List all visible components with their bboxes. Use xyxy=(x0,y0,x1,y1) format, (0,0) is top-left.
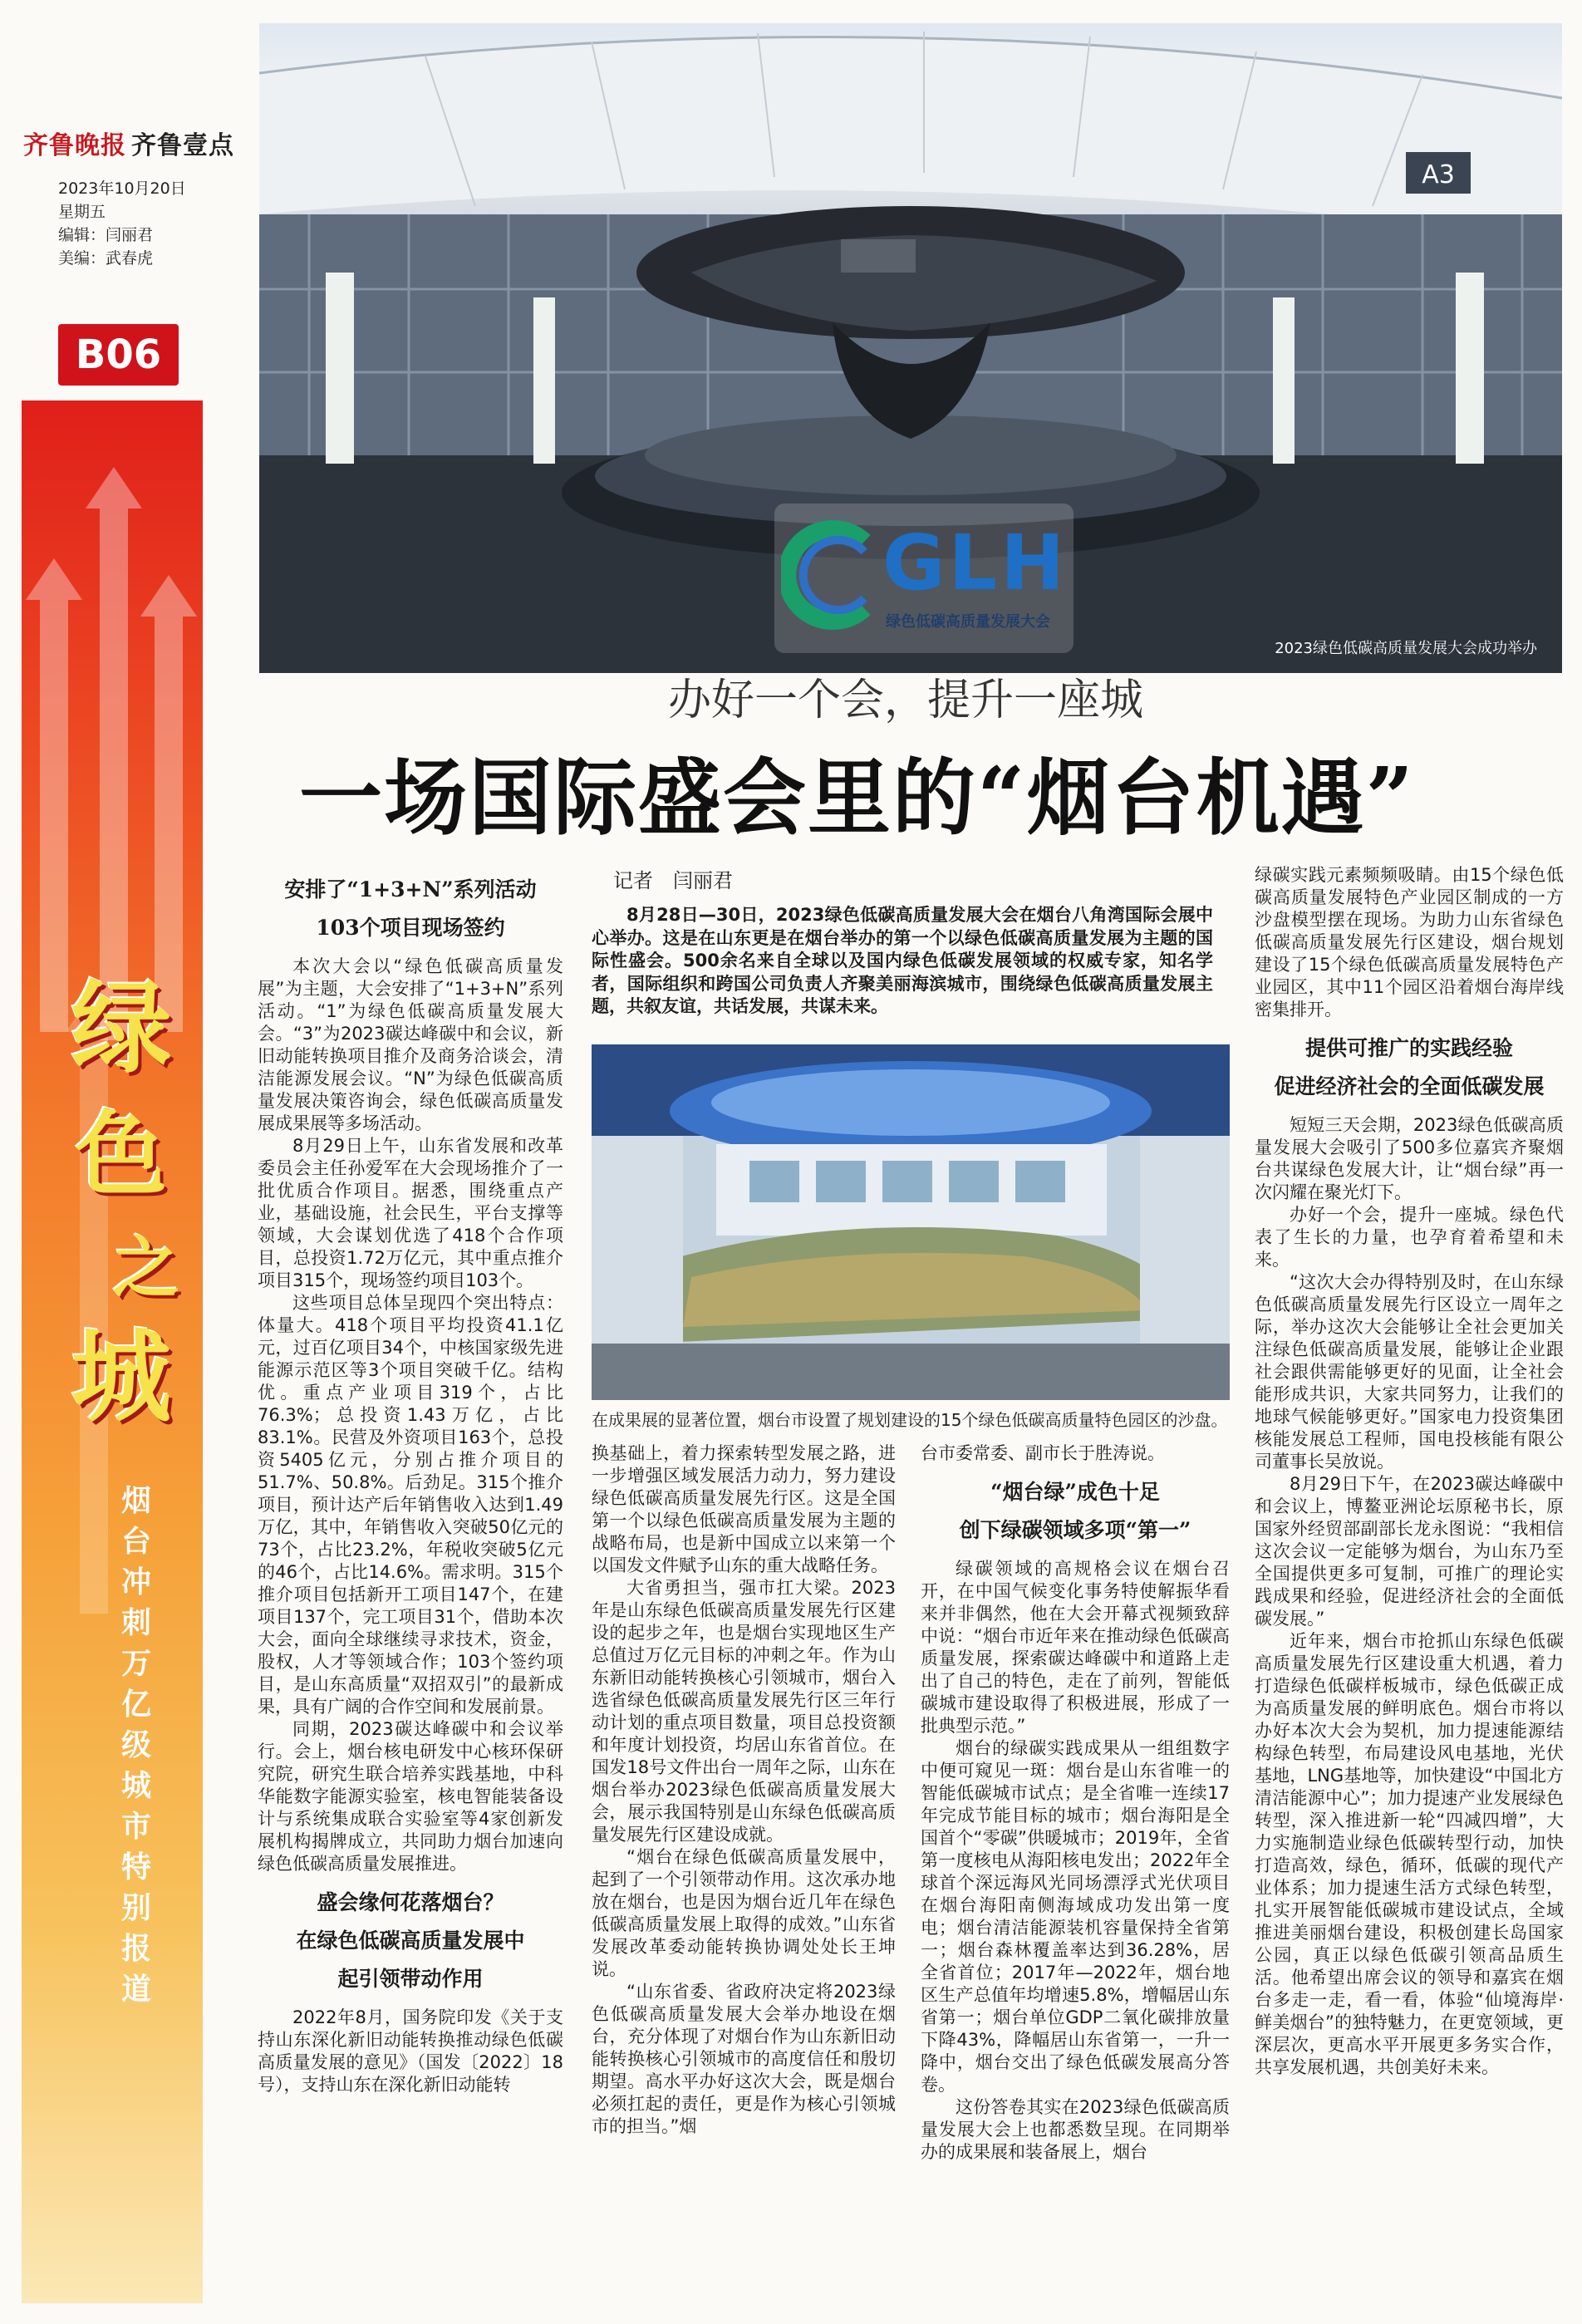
paragraph: 这些项目总体呈现四个突出特点：体量大。418个项目平均投资41.1亿元，过百亿项目34个，中核国家级先进能源示范区等3个项目突破千亿。结构优。重点产业项目319个，占比76.3%；总投资1.43万亿，占比83.1%。民营及外资项目163个，总投资5405亿元，分别占推介项目的51.7%、50.8%。后劲足。315个推介项目，预计达产后年销售收入达到1.49万亿，其中，年销售收入突破50亿元的73个，占比23.2%，年税收突破5亿元的46个，占比14.6%。需求明。315个推介项目包括新开工项目147个，在建项目137个，完工项目31个，借助本次大会，面向全球继续寻求技术，资金，股权，人才等领域合作；103个签约项目，是山东高质量“双招双引”的最新成果，具有广阔的合作空间和发展前景。 xyxy=(258,1293,563,1717)
banner-char-4: 城 xyxy=(71,1319,171,1436)
hero-photo xyxy=(259,23,1562,673)
paragraph: “这次大会办得特别及时，在山东绿色低碳高质量发展先行区设立一周年之际，举办这次大会能够让全社会更加关注绿色低碳高质量发展，能够让企业跟社会跟供需能够更好的见面，让全社会能形成共识，大家共同努力，让我们的地球气候能够更好。”国家电力投资集团核能发展总工程师，国电投核能有限公司董事长吴放说。 xyxy=(1255,1272,1564,1472)
subhead-4-line-2: 促进经济社会的全面低碳发展 xyxy=(1274,1074,1545,1098)
paragraph: 大省勇担当，强市扛大梁。2023年是山东绿色低碳高质量发展先行区建设的起步之年，也是烟台实现地区生产总值过万亿元目标的冲刺之年。作为山东新旧动能转换核心引领城市，烟台入选省绿色低碳高质量发展先行区三年行动计划的重点项目数量，项目总投资额和年度计划投资，均居山东省首位。在国发18号文件出台一周年之际，山东在烟台举办2023绿色低碳高质量发展大会，展示我国特别是山东绿色低碳高质量发展先行区建设成就。 xyxy=(592,1578,896,1845)
subhead-2-line-1: 盛会缘何花落烟台？ xyxy=(317,1890,504,1914)
designer-credit: 美编：武春虎 xyxy=(58,249,154,268)
issue-date: 2023年10月20日 xyxy=(58,179,186,198)
paragraph: 8月29日上午，山东省发展和改革委员会主任孙爱军在大会现场推介了一批优质合作项目。据悉，围绕重点产业，基础设施，社会民生，平台支撑等领域，大会谋划优选了418个合作项目，总投资1.72万亿元，其中重点推介项目315个，现场签约项目103个。 xyxy=(258,1136,563,1290)
hero-caption: 2023绿色低碳高质量发展大会成功举办 xyxy=(1275,640,1537,657)
paragraph: 换基础上，着力探索转型发展之路，进一步增强区域发展活力动力，努力建设绿色低碳高质量发展先行区。这是全国第一个以绿色低碳高质量发展为主题的战略布局，也是新中国成立以来第一个以国发文件赋予山东的重大战略任务。 xyxy=(592,1443,896,1575)
paragraph: 绿碳实践元素频频吸睛。由15个绿色低碳高质量发展特色产业园区制成的一方沙盘模型摆在现场。为助力山东省绿色低碳高质量发展先行区建设，烟台规划建设了15个绿色低碳高质量发展特色产业园区，其中11个园区沿着烟台海岸线密集排开。 xyxy=(1255,865,1564,1020)
exhibition-photo-caption: 在成果展的显著位置，烟台市设置了规划建设的15个绿色低碳高质量特色园区的沙盘。 xyxy=(592,1410,1228,1430)
paragraph: 这份答卷其实在2023绿色低碳高质量发展大会上也都悉数呈现。在同期举办的成果展和装备展上，烟台 xyxy=(921,2097,1230,2162)
subhead-4-line-1: 提供可推广的实践经验 xyxy=(1304,1036,1513,1060)
paragraph: 本次大会以“绿色低碳高质量发展”为主题，大会安排了“1+3+N”系列活动。“1”为绿色低碳高质量发展大会。“3”为2023碳达峰碳中和会议，新旧动能转换项目推介及商务洽谈会，清洁能源发展会议。“N”为绿色低碳高质量发展决策咨询会，绿色低碳高质量发展成果展等多场活动。 xyxy=(258,956,563,1133)
exhibition-sand-table-illustration xyxy=(592,1044,1230,1400)
glh-logo xyxy=(774,504,1074,653)
banner-char-2: 色 xyxy=(76,1101,167,1208)
subhead-3-line-1: “烟台绿”成色十足 xyxy=(990,1480,1160,1504)
brand-name: 齐鲁壹点 xyxy=(131,131,234,160)
glh-logo-text: GLH xyxy=(882,518,1069,607)
article-column-3 xyxy=(921,1442,1230,2164)
paragraph: 绿碳领域的高规格会议在烟台召开，在中国气候变化事务特使解振华看来并非偶然，他在大会开幕式视频致辞中说：“烟台市近年来在推动绿色低碳高质量发展，探索碳达峰碳中和道路上走出了自己的特色，走在了前列，智能低碳城市建设取得了积极进展，形成了一批典型示范。” xyxy=(921,1559,1230,1736)
subhead-3-line-2: 创下绿碳领域多项“第一” xyxy=(959,1518,1191,1542)
paragraph: 短短三天会期，2023绿色低碳高质量发展大会吸引了500多位嘉宾齐聚烟台共谋绿色发展大计，让“烟台绿”再一次闪耀在聚光灯下。 xyxy=(1255,1115,1564,1202)
paragraph: 办好一个会，提升一座城。绿色代表了生长的力量，也孕育着希望和未来。 xyxy=(1255,1205,1564,1270)
subhead-2-line-3: 起引领带动作用 xyxy=(337,1967,484,1991)
page-number-badge: B06 xyxy=(58,324,179,386)
glh-logo-icon xyxy=(781,517,881,633)
issue-weekday: 星期五 xyxy=(58,203,106,221)
editor-credit: 编辑：闫丽君 xyxy=(58,226,154,244)
newspaper-name: 齐鲁晚报 xyxy=(23,131,126,160)
section-banner xyxy=(22,400,203,2303)
paragraph: 同期，2023碳达峰碳中和会议举行。会上，烟台核电研发中心核环保研究院，研究生联合培养实践基地，中科华能数字能源实验室，核电智能装备设计与系统集成联合实验室等4家创新发展机构揭牌成立，共同助力烟台加速向绿色低碳高质量发展推进。 xyxy=(258,1719,563,1874)
paragraph: “山东省委、省政府决定将2023绿色低碳高质量发展大会举办地设在烟台，充分体现了对烟台作为山东新旧动能转换核心引领城市的高度信任和殷切期望。高水平办好这次大会，既是烟台必须扛起的责任，更是作为核心引领城市的担当。”烟 xyxy=(592,1982,896,2136)
glh-logo-subtitle: 绿色低碳高质量发展大会 xyxy=(886,613,1050,631)
paragraph: 烟台的绿碳实践成果从一组组数字中便可窥见一斑：烟台是山东省唯一的智能低碳城市试点；是全省唯一连续17年完成节能目标的城市；烟台海阳是全国首个“零碳”供暖城市；2019年，全省第一度核电从海阳核电发出；2022年全球首个深远海风光同场漂浮式光伏项目在烟台海阳南侧海域成功发出第一度电；烟台清洁能源装机容量保持全省第一；烟台森林覆盖率达到36.28%，居全省首位；2017年—2022年，烟台地区生产总值年均增速5.8%，增幅居山东省第一；烟台单位GDP二氧化碳排放量下降43%，降幅居山东省第一，一升一降中，烟台交出了绿色低碳发展高分答卷。 xyxy=(921,1738,1230,2095)
article-column-4 xyxy=(1255,864,1564,2079)
byline: 记者 闫丽君 xyxy=(613,869,733,892)
banner-char-3: 之 xyxy=(113,1229,179,1307)
paragraph: 近年来，烟台市抢抓山东绿色低碳高质量发展先行区建设重大机遇，着力打造绿色低碳样板城市，绿色低碳正成为高质量发展的鲜明底色。烟台市将以办好本次大会为契机，加力提速能源结构绿色转型，布局建设风电基地，光伏基地，LNG基地等，加快建设“中国北方清洁能源中心”；加力提速产业发展绿色转型，深入推进新一轮“四减四增”，大力实施制造业绿色低碳转型行动，加快打造高效，绿色，循环，低碳的现代产业体系；加力提速生活方式绿色转型，扎实开展智能低碳城市建设试点，全域推进美丽烟台建设，积极创建长岛国家公园，真正以绿色低碳引领高品质生活。他希望出席会议的领导和嘉宾在烟台多走一走，看一看，体验“仙境海岸·鲜美烟台”的独特魅力，在更宽领域，更深层次，更高水平开展更多务实合作，共享发展机遇，共创美好未来。 xyxy=(1255,1631,1564,2077)
subhead-2-line-2: 在绿色低碳高质量发展中 xyxy=(296,1928,525,1953)
subhead-1-line-1: 安排了“1+3+N”系列活动 xyxy=(284,877,537,902)
newspaper-masthead xyxy=(23,125,239,161)
subhead-1-line-2: 103个项目现场签约 xyxy=(316,916,505,940)
exhibition-photo xyxy=(592,1044,1230,1400)
banner-char-1: 绿 xyxy=(71,970,171,1087)
paragraph: 台市委常委、副市长于胜涛说。 xyxy=(921,1443,1165,1463)
article-column-2 xyxy=(592,1442,896,2138)
paragraph: “烟台在绿色低碳高质量发展中，起到了一个引领带动作用。这次承办地放在烟台，也是因为烟台近几年在绿色低碳高质量发展上取得的成效。”山东省发展改革委动能转换协调处处长王坤说。 xyxy=(592,1847,896,1979)
article-column-1 xyxy=(258,871,563,2096)
hall-sign-a3: A3 xyxy=(1422,160,1455,189)
banner-vertical-subtitle: 烟台冲刺万亿级城市特别报道 xyxy=(120,1483,151,2007)
paragraph: 2022年8月，国务院印发《关于支持山东深化新旧动能转换推动绿色低碳高质量发展的意见》（国发〔2022〕18号），支持山东在深化新旧动能转 xyxy=(258,2007,563,2095)
page-headline: 一场国际盛会里的“烟台机遇” xyxy=(299,749,1416,847)
paragraph: 8月29日下午，在2023碳达峰碳中和会议上，博鳌亚洲论坛原秘书长，原国家外经贸部副部长龙永图说：“我相信这次会议一定能够为烟台，为山东乃至全国提供更多可复制，可推广的理论实践成果和经验，促进经济社会的全面低碳发展。” xyxy=(1255,1474,1564,1629)
lead-text: 8月28日—30日，2023绿色低碳高质量发展大会在烟台八角湾国际会展中心举办。这是在山东更是在烟台举办的第一个以绿色低碳高质量发展为主题的国际性盛会。500余名来自全球以及国内绿色低碳发展领域的权威专家，知名学者，国际组织和跨国公司负责人齐聚美丽海滨城市，围绕绿色低碳高质量发展主题，共叙友谊，共话发展，共谋未来。 xyxy=(592,905,1213,1016)
lead-paragraph xyxy=(592,904,1213,1019)
headline-kicker: 办好一个会，提升一座城 xyxy=(668,676,1144,725)
